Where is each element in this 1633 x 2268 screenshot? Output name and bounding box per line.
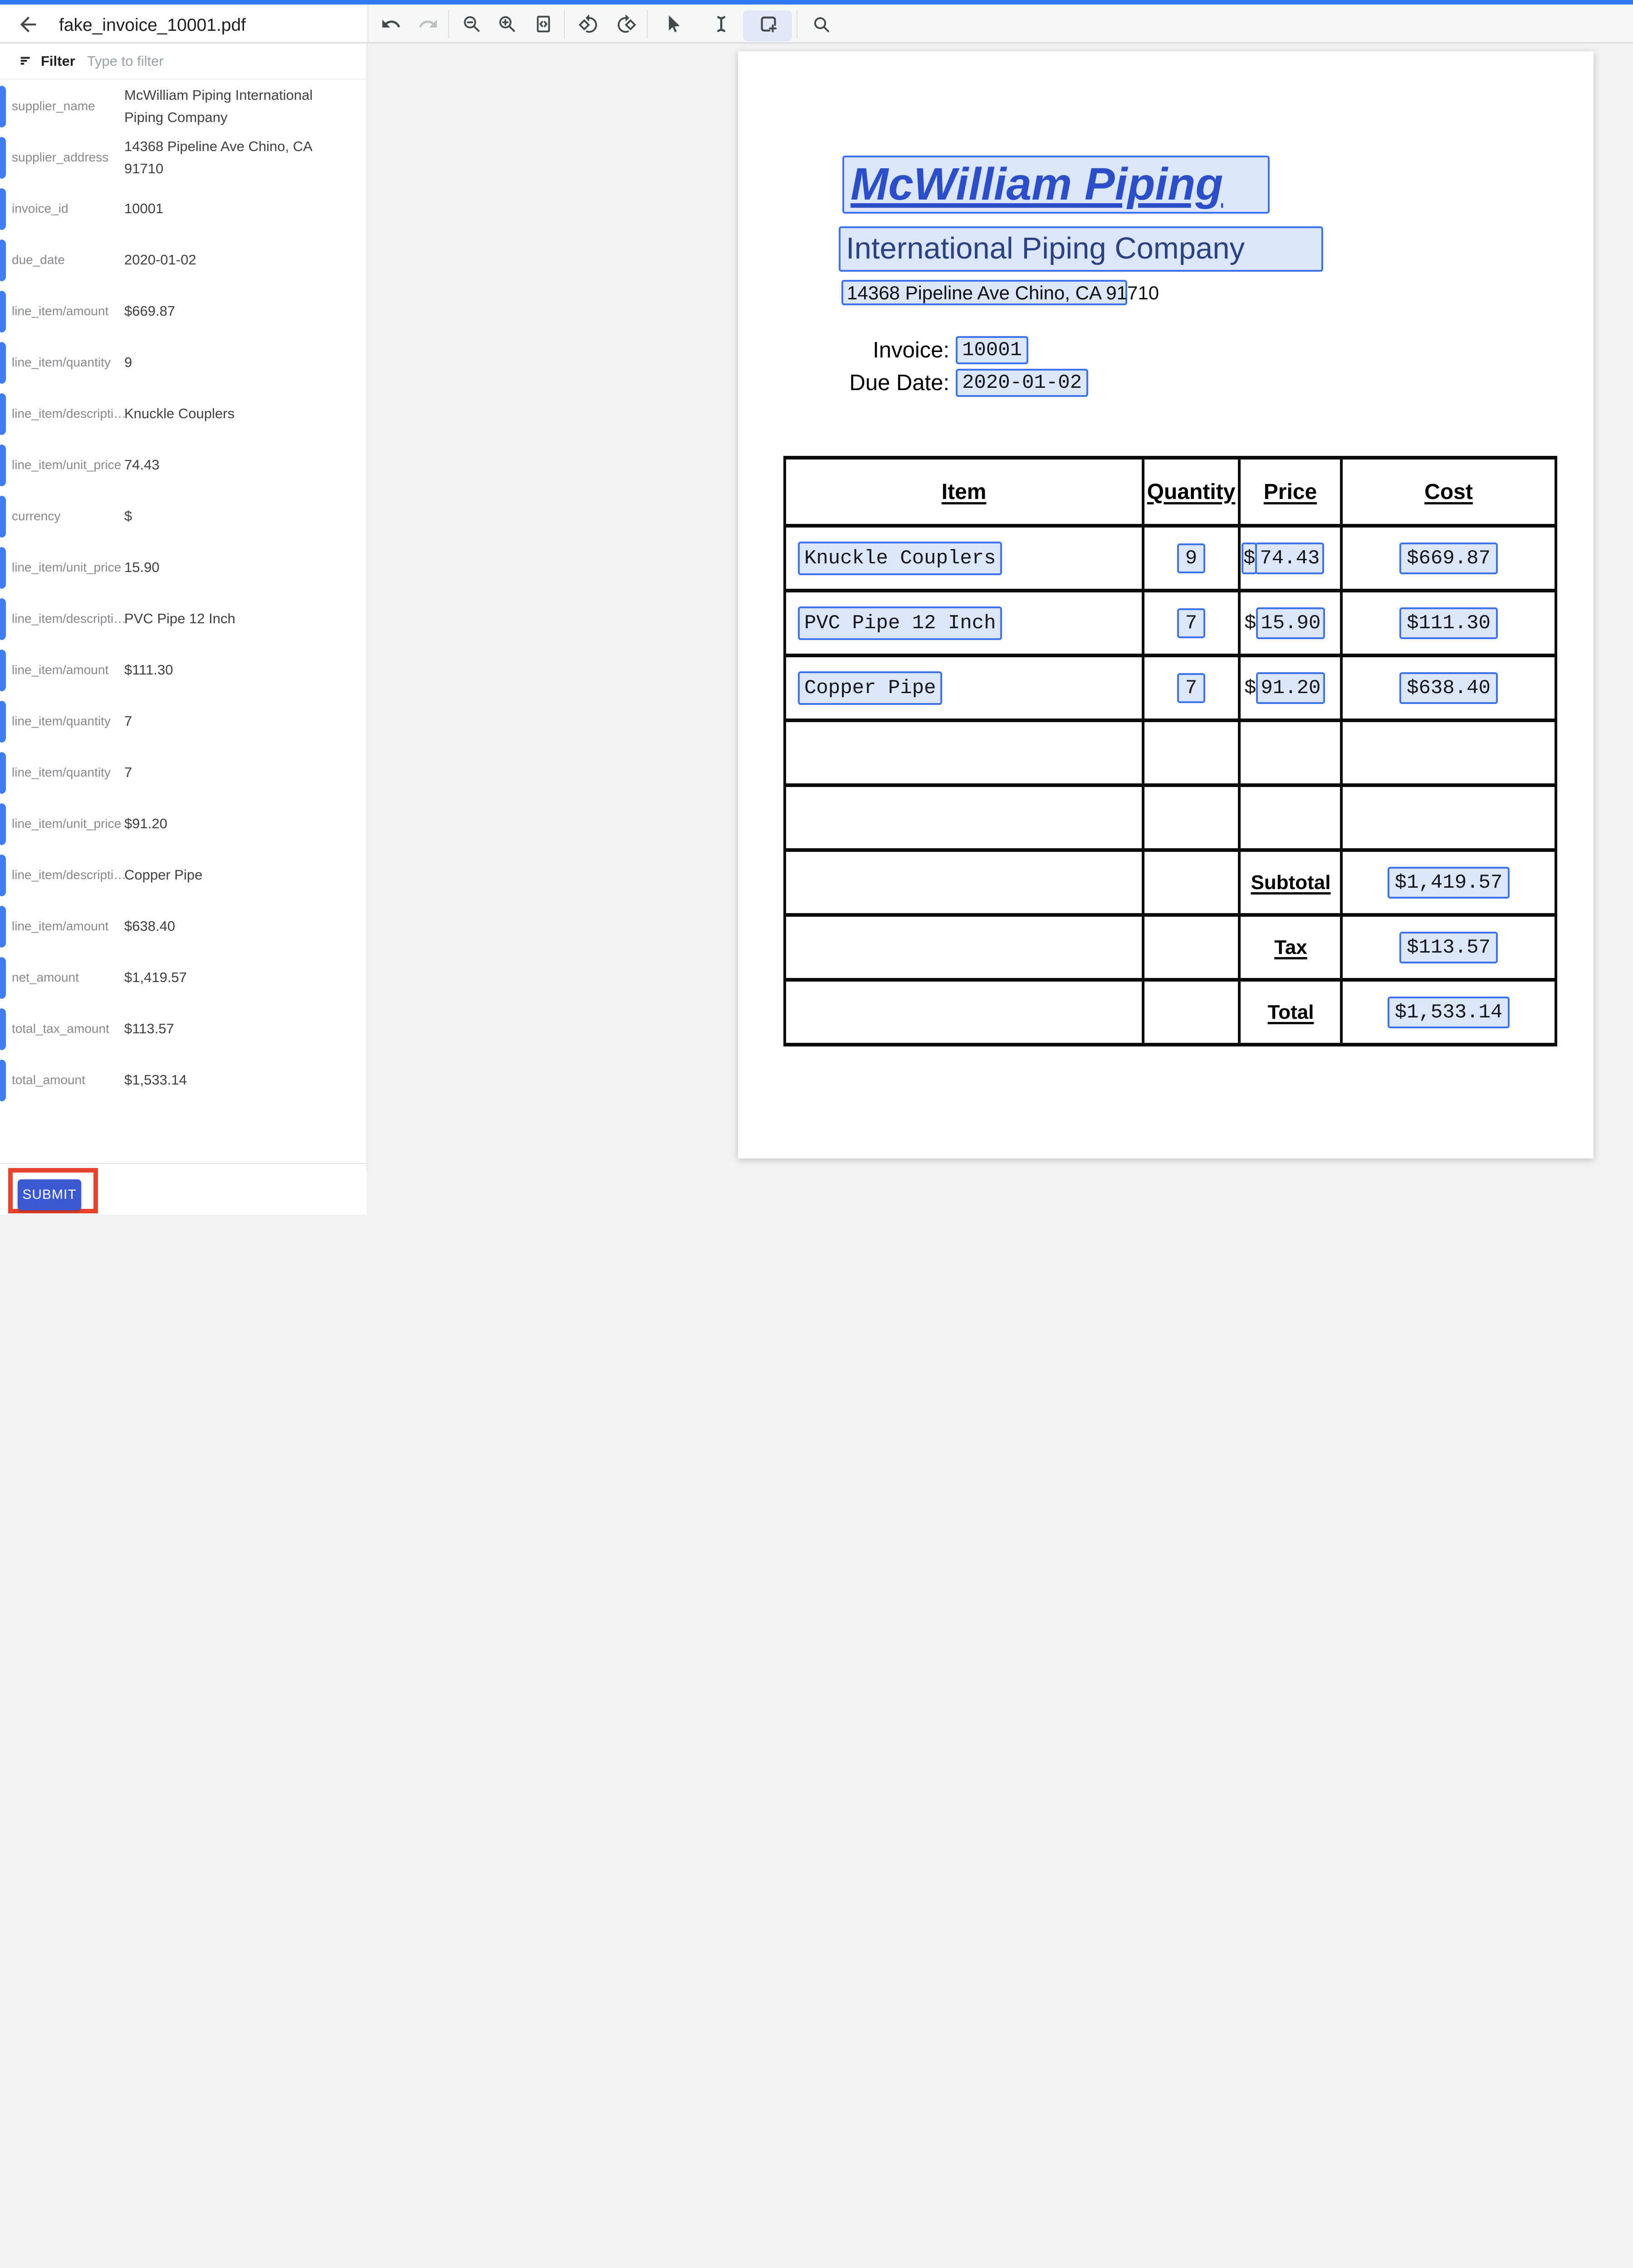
field-highlight-bar: [0, 855, 6, 896]
field-highlight-bar: [0, 137, 6, 179]
column-header-quantity: Quantity: [1143, 458, 1239, 526]
field-highlight-bar: [0, 86, 6, 127]
field-label: line_item/amount: [12, 304, 109, 318]
back-arrow-icon: [16, 13, 40, 36]
field-row[interactable]: [0, 337, 367, 388]
field-highlight-bar: [0, 701, 6, 743]
field-highlight-bar: [0, 547, 6, 589]
line-amount-annotation[interactable]: $669.87: [1399, 543, 1498, 574]
supplier-address-annotation[interactable]: [841, 280, 1159, 305]
due-date-annotation[interactable]: 2020-01-02: [956, 369, 1088, 397]
field-row[interactable]: [0, 645, 367, 696]
item-description-annotation[interactable]: PVC Pipe 12 Inch: [798, 606, 1002, 640]
field-label: line_item/unit_price: [12, 816, 122, 831]
invoice-meta: [837, 336, 1088, 397]
sidebar-footer: [0, 1163, 367, 1215]
line-amount-annotation[interactable]: $111.30: [1399, 607, 1498, 639]
total-row: [785, 850, 1556, 915]
add-bounding-box-icon: [758, 14, 779, 34]
column-header-price: Price: [1239, 458, 1341, 526]
filter-input[interactable]: [87, 53, 332, 69]
toolbar-background: [367, 5, 1633, 42]
toolbar-divider: [647, 10, 648, 38]
field-highlight-bar: [0, 291, 6, 332]
field-value: 14368 Pipeline Ave Chino, CA 91710: [124, 138, 312, 176]
filter-bar: [0, 44, 367, 80]
field-label: net_amount: [12, 970, 79, 985]
field-highlight-bar: [0, 906, 6, 948]
field-label: line_item/descripti…: [12, 406, 127, 421]
quantity-annotation[interactable]: 9: [1177, 543, 1205, 573]
field-row[interactable]: [0, 1055, 367, 1106]
field-label: supplier_name: [12, 99, 95, 113]
unit-price-annotation[interactable]: 74.43: [1255, 543, 1324, 574]
field-list: [0, 81, 367, 1119]
cursor-icon: [669, 15, 680, 32]
text-select-tool-button[interactable]: [709, 11, 734, 37]
pdf-page: [738, 51, 1594, 1158]
total-row: [785, 915, 1556, 980]
field-value: $111.30: [124, 662, 173, 678]
extraction-sidebar: [0, 44, 367, 1202]
currency-annotation[interactable]: $: [1244, 676, 1257, 699]
field-highlight-bar: [0, 1008, 6, 1050]
field-row[interactable]: [0, 183, 367, 235]
item-description-annotation[interactable]: Copper Pipe: [798, 671, 942, 705]
field-value: PVC Pipe 12 Inch: [124, 611, 235, 627]
zoom-in-button[interactable]: [494, 11, 520, 37]
field-value: $669.87: [124, 303, 176, 319]
company-subtitle: International Piping Company: [846, 231, 1245, 265]
field-row[interactable]: [0, 491, 367, 542]
field-label: line_item/descripti…: [12, 611, 127, 626]
field-label: supplier_address: [12, 150, 109, 165]
field-row[interactable]: [0, 235, 367, 286]
field-value: 2020-01-02: [124, 252, 196, 268]
field-value: 10001: [124, 200, 164, 217]
line-item-row: [785, 655, 1556, 720]
supplier-name-annotation[interactable]: [842, 156, 1270, 214]
field-label: line_item/quantity: [12, 765, 111, 780]
rotate-right-button[interactable]: [614, 11, 639, 37]
field-highlight-bar: [0, 803, 6, 845]
line-amount-annotation[interactable]: $638.40: [1399, 672, 1498, 704]
add-bounding-box-tool-button[interactable]: [756, 11, 781, 37]
field-value: $638.40: [124, 918, 176, 934]
field-row[interactable]: [0, 798, 367, 850]
company-address: 14368 Pipeline Ave Chino, CA 91710: [847, 282, 1159, 303]
field-label: total_tax_amount: [12, 1022, 109, 1036]
field-value: $1,533.14: [124, 1072, 187, 1088]
field-label: line_item/unit_price: [12, 560, 122, 575]
field-highlight-bar: [0, 188, 6, 230]
field-row[interactable]: [0, 696, 367, 747]
toolbar-divider: [448, 10, 449, 38]
field-highlight-bar: [0, 752, 6, 794]
field-row[interactable]: [0, 747, 367, 798]
empty-row: [785, 720, 1556, 785]
field-label: total_amount: [12, 1073, 85, 1087]
field-row[interactable]: [0, 901, 367, 952]
field-row[interactable]: [0, 286, 367, 337]
filter-label: Filter: [41, 53, 75, 69]
invoice-id-annotation[interactable]: 10001: [956, 336, 1028, 364]
total-row-label: Subtotal: [1251, 871, 1331, 894]
field-highlight-bar: [0, 650, 6, 691]
quantity-annotation[interactable]: 7: [1177, 673, 1205, 703]
field-label: invoice_id: [12, 201, 68, 216]
currency-annotation[interactable]: $: [1242, 543, 1257, 574]
zoom-in-icon: [497, 14, 518, 34]
field-value: $1,419.57: [124, 969, 187, 986]
total-amount-annotation[interactable]: $1,533.14: [1388, 997, 1510, 1028]
field-row[interactable]: [0, 593, 367, 645]
zoom-out-button[interactable]: [459, 11, 484, 37]
quantity-annotation[interactable]: 7: [1177, 608, 1205, 638]
field-value: Knuckle Couplers: [124, 406, 235, 422]
line-item-row: [785, 526, 1556, 591]
supplier-name-annotation-2[interactable]: [839, 226, 1323, 272]
field-label: line_item/quantity: [12, 355, 111, 370]
top-toolbar: [0, 5, 1633, 44]
invoice-table: [783, 456, 1557, 1046]
field-highlight-bar: [0, 598, 6, 640]
field-value: 7: [124, 713, 132, 729]
field-label: line_item/amount: [12, 663, 109, 677]
due-date-label: Due Date:: [849, 371, 949, 395]
table-header-row: [785, 458, 1556, 526]
search-button[interactable]: [808, 11, 834, 37]
field-row[interactable]: [0, 440, 367, 491]
rotate-left-button[interactable]: [576, 11, 601, 37]
empty-row: [785, 785, 1556, 850]
toolbar-divider: [564, 10, 565, 38]
select-tool-button[interactable]: [661, 11, 687, 37]
total-amount-annotation[interactable]: $113.57: [1399, 932, 1498, 963]
field-value: $113.57: [124, 1021, 174, 1037]
field-row[interactable]: [0, 1003, 367, 1055]
field-value: 9: [124, 354, 132, 371]
field-value: $: [124, 508, 132, 524]
field-row[interactable]: [0, 952, 367, 1003]
total-row-label: Total: [1267, 1001, 1314, 1023]
field-row[interactable]: [0, 850, 367, 901]
line-item-row: [785, 591, 1556, 655]
field-highlight-bar: [0, 445, 6, 486]
field-label: line_item/unit_price: [12, 458, 122, 472]
redo-icon: [419, 20, 437, 27]
text-select-icon: [711, 14, 732, 34]
field-highlight-bar: [0, 1060, 6, 1101]
item-description-annotation[interactable]: Knuckle Couplers: [798, 542, 1002, 575]
fit-page-icon: [533, 14, 554, 34]
top-accent-bar: [0, 0, 1633, 5]
field-highlight-bar: [0, 342, 6, 384]
field-highlight-bar: [0, 393, 6, 435]
column-header-cost: Cost: [1341, 458, 1556, 526]
field-value: Copper Pipe: [124, 867, 203, 883]
column-header-item: Item: [785, 458, 1143, 526]
search-icon: [811, 14, 831, 34]
field-highlight-bar: [0, 240, 6, 281]
total-row-label: Tax: [1274, 936, 1307, 958]
total-amount-annotation[interactable]: $1,419.57: [1388, 867, 1510, 899]
unit-price-annotation[interactable]: 91.20: [1256, 672, 1325, 704]
field-row[interactable]: [0, 132, 367, 183]
undo-icon: [382, 20, 400, 27]
field-highlight-bar: [0, 957, 6, 999]
fit-page-button[interactable]: [531, 11, 556, 37]
field-value: 7: [124, 764, 132, 781]
rotate-left-icon: [579, 14, 597, 33]
back-button[interactable]: [16, 13, 40, 36]
field-label: currency: [12, 509, 61, 523]
redo-button[interactable]: [416, 11, 441, 37]
field-label: line_item/amount: [12, 919, 109, 934]
field-value: McWilliam Piping International Piping Company: [124, 87, 313, 125]
field-row[interactable]: [0, 81, 367, 132]
field-value: $91.20: [124, 816, 167, 832]
field-value: 74.43: [124, 457, 160, 473]
field-highlight-bar: [0, 496, 6, 538]
unit-price-annotation[interactable]: 15.90: [1256, 607, 1325, 639]
undo-button[interactable]: [378, 11, 404, 37]
field-value: 15.90: [124, 559, 160, 576]
document-viewer: [368, 44, 1633, 1171]
filter-icon: [18, 54, 34, 68]
zoom-out-icon: [461, 14, 482, 34]
currency-annotation[interactable]: $: [1244, 611, 1257, 635]
document-title: fake_invoice_10001.pdf: [59, 15, 246, 35]
submit-button[interactable]: SUBMIT: [18, 1179, 81, 1210]
field-label: line_item/descripti…: [12, 868, 127, 882]
field-label: line_item/quantity: [12, 714, 111, 728]
field-row[interactable]: [0, 388, 367, 440]
invoice-id-label: Invoice:: [873, 338, 949, 362]
field-label: due_date: [12, 253, 65, 267]
field-row[interactable]: [0, 542, 367, 593]
total-row: [785, 980, 1556, 1045]
company-title: McWilliam Piping: [851, 159, 1223, 210]
